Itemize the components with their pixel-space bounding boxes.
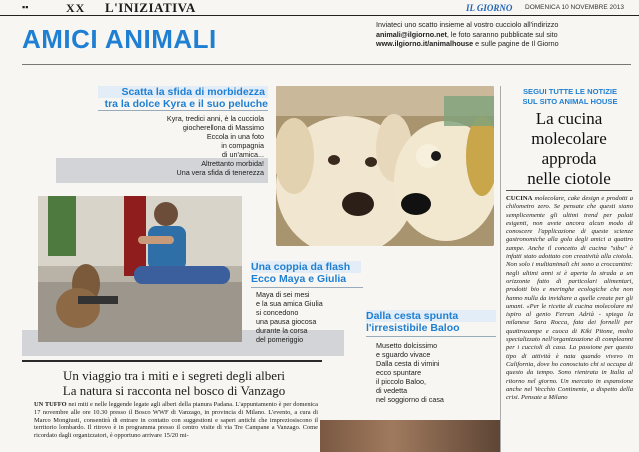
divider: [506, 190, 632, 191]
invite-box: [376, 20, 631, 49]
invite-text-3: e sulle pagine de Il Giorno: [473, 39, 559, 49]
story-baloo-headline: Dalla cesta spunta l'irresistibile Baloo: [366, 310, 496, 334]
page-number: ▪▪: [22, 2, 29, 12]
divider: [98, 110, 268, 111]
invite-text-2: , le foto saranno pubblicate sul sito: [446, 29, 558, 39]
story-maya-caption: Maya di sei mesi e la sua amica Giulia si concedono una pausa giocosa durante la corsa del pomeriggio: [256, 290, 323, 344]
cucina-molecolare-headline: La cucina molecolare approda nelle ciotole: [527, 109, 611, 188]
header-rule: [22, 64, 631, 65]
divider: [366, 336, 496, 337]
invite-site[interactable]: www.ilgiorno.it/animalhouse: [376, 39, 474, 49]
story-kyra-caption: Kyra, tredici anni, è la cucciola giocherellona di Massimo Eccola in una foto in compagnia di un'amica... Altrettanto morbida! Una vera sfida di tenerezza: [166, 114, 264, 177]
story-kyra-headline: Scatta la sfida di morbidezza tra la dolce Kyra e il suo peluche: [98, 86, 268, 110]
divider: [22, 360, 322, 362]
invite-email[interactable]: animali@ilgiorno.net: [376, 29, 447, 39]
vanzago-headline: Un viaggio tra i miti e i segreti degli alberi La natura si racconta nel bosco di Vanzago: [62, 368, 286, 398]
issue-date: DOMENICA 10 NOVEMBRE 2013: [525, 4, 624, 11]
running-header: [0, 0, 639, 16]
story-baloo-caption: Musetto dolcissimo e sguardo vivace Dalla cesta di vimini ecco spuntare il piccolo Baloo, di vedetta nel soggiorno di casa: [376, 341, 444, 404]
animal-house-kicker[interactable]: SEGUI TUTTE LE NOTIZIE SUL SITO ANIMAL HOUSE: [522, 87, 618, 106]
divider: [251, 287, 363, 288]
baloo-photo: [320, 420, 500, 452]
issue-mark: XX: [66, 1, 86, 15]
column-rule: [500, 86, 501, 452]
invite-text: Inviateci uno scatto insieme al vostro cucciolo all'indirizzo: [376, 20, 559, 29]
maya-giulia-photo: [38, 196, 242, 342]
story-maya-headline: Una coppia da flash Ecco Maya e Giulia: [251, 261, 361, 285]
section-label: L'INIZIATIVA: [105, 0, 196, 15]
vanzago-article-body: UN TUFFO nei miti e nelle leggende legate agli alberi della pianura Padana. L'appuntamento è per domenica 17 novembre alle ore 10.30 presso il Bosco WWF di Vanzago, in provincia di Milano. L'evento, a cura di Marco Mongiusti, consentirà di entrare in contatto con suggestioni e saperi antichi che impreziosiscono il territorio lombardo. Il ritrovo è in programma presso il centro visite di via Tre Campane a Vanzago. Come ricordato dagli organizzatori, è opportuno arrivare 15/20 mi-: [34, 401, 318, 440]
kyra-dog-photo: [276, 86, 494, 246]
page-title: AMICI ANIMALI: [22, 24, 217, 54]
newspaper-name: IL GIORNO: [466, 3, 513, 13]
cucina-molecolare-body: CUCINA molecolare, cake design e prodotti a chilometro zero. Se pensate che questi siano semplicemente gli ultimi trend per palati esigenti, non avete ancora alcun modo di conoscere l'applicazione di queste scienze gastronomiche alla gola degli amici a quattro zampe. Anche il concetto di cucina "sibu" è infatti stato adottato con creatività alla ciotola. Non solo i multianimali chi sono a croccantini: negli ultimi anni si è aperta la strada a un orizzonte fatto di particolari alimentari, prodotti bio e meringhe ecologiche che non hanno nulla da invidiare a quelle create per gli umani. «Per le ricette di cucina molecolare mi ispiro al genio Ferran Adrià - spiega la milanese Sara Rocca, fata dei fornelli per quattrozampe e cuoca di Kiki Pitone, molto specializzato nell'organizzazione di compleanni per i cuccioli di casa. La passione per questo tipo di attività è nata quando vivevo in California, dove ho conosciuto chi si occupa di questo da tempo. Sono rientrata in Italia al ritorno nel giorno. Un mercato in espansione anche nel Vecchio Continente, a dispetto della crisi. Pensate a Milano: [506, 195, 633, 402]
